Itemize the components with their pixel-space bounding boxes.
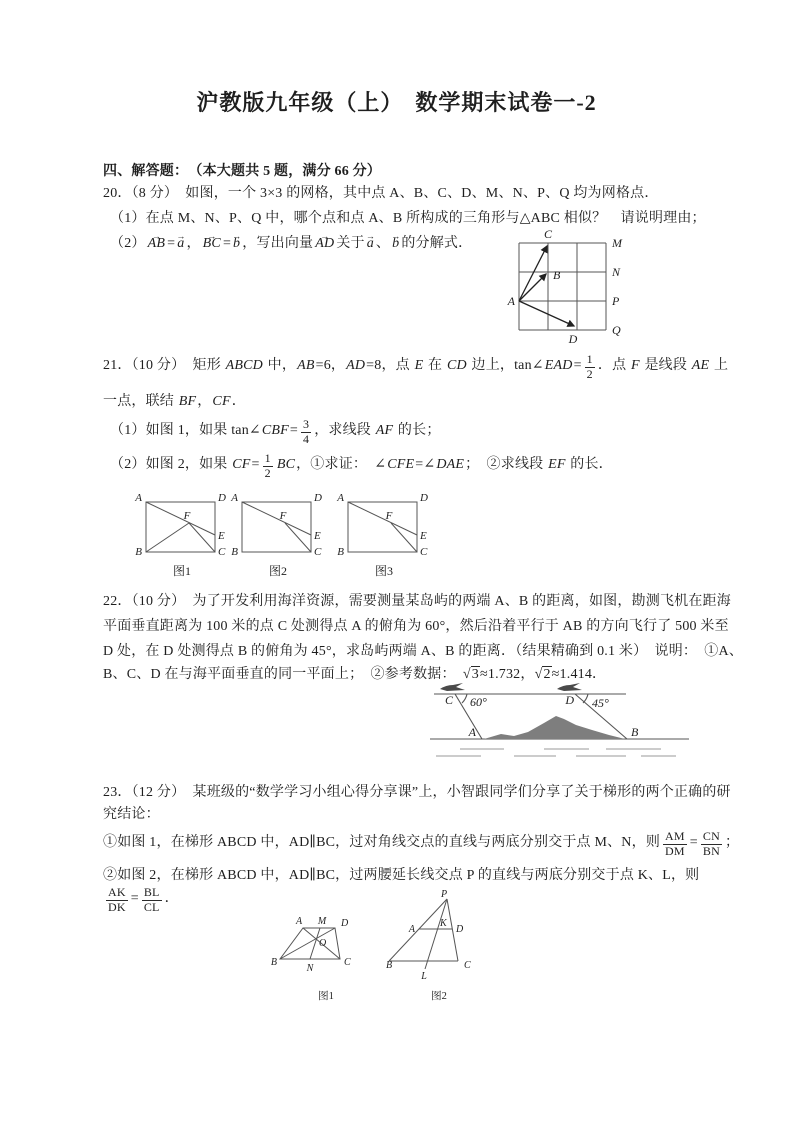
q21-figure-3-drawing: [336, 490, 432, 556]
label-b: B: [231, 546, 238, 556]
label-m: M: [612, 236, 622, 250]
q23-figure-2-drawing: [383, 890, 495, 982]
label-c: C: [444, 693, 453, 707]
label-a: A: [295, 916, 303, 927]
q22-stem-line4: B、C、D 在与海平面垂直的同一平面上； ②参考数据： √ 3≈1.732， √ 2≈1.414．: [103, 663, 606, 686]
label-a: A: [408, 924, 415, 935]
label-f: F: [279, 510, 287, 522]
q21-figure-1: [134, 490, 230, 579]
q20-grid-figure: [503, 227, 655, 349]
label-e: E: [314, 530, 321, 542]
label-a: A: [337, 492, 344, 504]
label-b: B: [337, 546, 344, 556]
page-title: 沪教版九年级（上） 数学期末试卷一-2: [196, 90, 597, 115]
rect-and-lines: [146, 502, 215, 552]
labels: [386, 890, 471, 982]
water-lines: [436, 749, 676, 756]
label-d: D: [456, 924, 464, 935]
label-c: C: [420, 546, 428, 556]
label-b: B: [553, 268, 561, 282]
q23-figure-1-caption: 图1: [318, 991, 334, 1002]
q21-stem-line2: 一点，联结 BF，CF．: [103, 394, 246, 409]
airplane-icon: [557, 683, 582, 691]
airplane-icon: [440, 683, 465, 691]
vector-arrows: [519, 246, 574, 326]
q23-figure-2: [383, 890, 495, 1003]
q20-part1: （1）在点 M、N、P、Q 中，哪个点和点 A、B 所构成的三角形与△ABC 相似？ 请说明理由；: [110, 211, 706, 226]
label-p: P: [612, 294, 620, 308]
q23-part2-continued: $\frac{AK}{DK}$ = $\frac{BL}{CL}$ ．: [108, 885, 179, 914]
label-c: C: [314, 546, 322, 556]
grid-lines: [519, 243, 606, 330]
q20-part2: （2） AB → = a → ， BC → = b → ，写出向量 AD → 关于 a → 、 b → 的分解式．: [110, 232, 472, 255]
q23-part2: ②如图 2，在梯形 ABCD 中，AD∥BC，过两腰延长线交点 P 的直线与两底分别交于点 K、L，则: [103, 868, 700, 883]
label-n: N: [612, 265, 621, 279]
label-f: F: [385, 510, 393, 522]
label-q: Q: [612, 323, 621, 337]
q23-stem-line1: 23．（12 分） 某班级的“数学学习小组心得分享课”上，小智跟同学们分享了关于梯形的两个正确的研: [103, 785, 731, 800]
trapezoid-lines: [280, 928, 340, 959]
q23-stem-line2: 究结论：: [103, 807, 160, 822]
label-c: C: [464, 960, 471, 971]
q23-part1: ①如图 1，在梯形 ABCD 中，AD∥BC，过对角线交点的直线与两底分别交于点 M、N，则 $\frac{AM}{DM}$ = $\frac{CN}{BN}$ ；: [103, 829, 740, 858]
q22-survey-figure: [426, 672, 694, 767]
q22-stem-line1: 22．（10 分） 为了开发利用海洋资源，需要测量某岛屿的两端 A、B 的距离，如图，勘测飞机在距海: [103, 594, 731, 609]
label-p: P: [440, 890, 448, 900]
label-k: K: [440, 918, 447, 929]
label-a: A: [231, 492, 238, 504]
label-d: D: [218, 492, 226, 504]
q21-figure-1-drawing: [134, 490, 230, 556]
rect-and-lines: [242, 502, 311, 552]
label-o: O: [319, 938, 327, 949]
q21-stem-line1: 21．（10 分） 矩形 ABCD 中，AB=6，AD=8，点 E 在 CD 边上，tan∠EAD= $\frac{1}{2}$ ．点 F 是线段 AE 上: [103, 352, 729, 381]
q22-stem-line2: 平面垂直距离为 100 米的点 C 处测得点 A 的俯角为 60°，然后沿着平行于 AB 的方向飞行了 500 米至: [103, 619, 729, 634]
q23-figure-1-drawing: [266, 896, 386, 982]
label-b: B: [385, 960, 393, 971]
q21-part2: （2）如图 2，如果 CF= $\frac{1}{2}$ BC，①求证： ∠CFE=∠DAE； ②求线段 EF 的长．: [110, 451, 613, 480]
label-b: B: [270, 957, 277, 968]
labels: [271, 916, 351, 974]
label-a: A: [507, 294, 515, 308]
label-n: N: [306, 963, 314, 974]
label-d: D: [568, 332, 578, 346]
label-f: F: [183, 510, 191, 522]
label-d: D: [341, 918, 349, 929]
q20-stem: 20．（8 分） 如图，一个 3×3 的网格，其中点 A、B、C、D、M、N、P、Q 均为网格点．: [103, 186, 659, 201]
label-a: A: [135, 492, 142, 504]
triangle-lines: [389, 899, 458, 969]
label-b: B: [631, 725, 639, 739]
q21-part1: （1）如图 1，如果 tan∠CBF= $\frac{3}{4}$ ，求线段 AF 的长；: [110, 417, 441, 446]
q21-figure-2: [230, 490, 326, 579]
q21-figure-2-drawing: [230, 490, 326, 556]
q21-figure-1-caption: 图1: [172, 564, 191, 578]
label-d: D: [314, 492, 322, 504]
label-m: M: [317, 916, 327, 927]
q22-stem-line3: D 处，在 D 处测得点 B 的俯角为 45°，求岛屿两端 A、B 的距离．（结果精确到 0.1 米） 说明： ①A、: [103, 644, 744, 659]
angle-60: 60°: [470, 695, 487, 709]
section-heading: 四、解答题： （本大题共 5 题，满分 66 分）: [103, 164, 381, 179]
label-b: B: [135, 546, 142, 556]
q21-figure-3: [336, 490, 432, 579]
label-d: D: [420, 492, 428, 504]
label-l: L: [421, 971, 427, 982]
label-c: C: [543, 227, 553, 241]
q21-figure-2-caption: 图2: [268, 564, 287, 578]
label-c: C: [218, 546, 226, 556]
angle-45: 45°: [592, 696, 609, 710]
q23-figure-2-caption: 图2: [431, 991, 447, 1002]
label-c: C: [344, 957, 351, 968]
label-a: A: [468, 725, 476, 739]
label-e: E: [420, 530, 427, 542]
label-d: D: [565, 693, 574, 707]
label-e: E: [218, 530, 225, 542]
q21-figure-3-caption: 图3: [374, 564, 393, 578]
rect-and-lines: [348, 502, 417, 552]
q23-figure-1: [266, 896, 386, 1003]
